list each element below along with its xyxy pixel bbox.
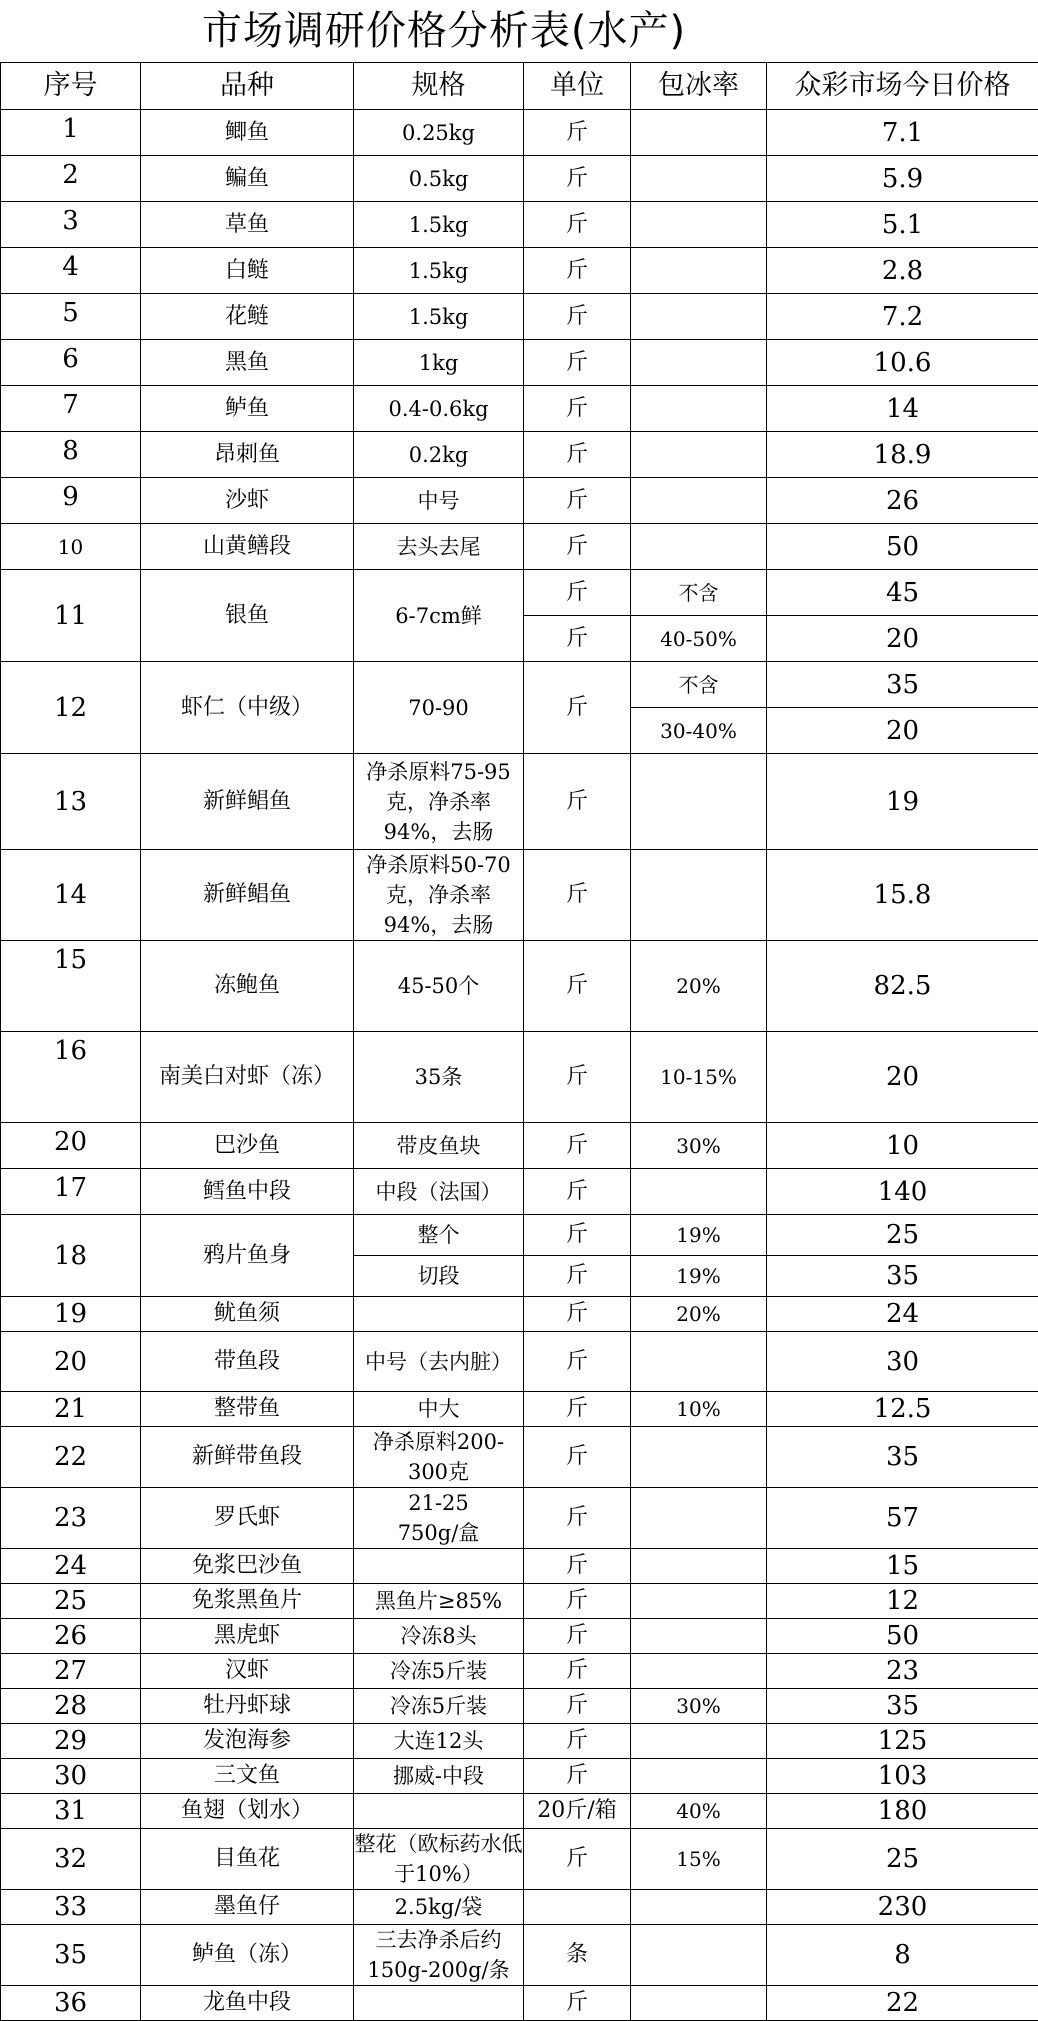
cell-spec[interactable]: 45-50个	[354, 941, 524, 1032]
cell-price[interactable]: 35	[767, 1256, 1038, 1297]
cell-spec[interactable]: 整花（欧标药水低于10%）	[354, 1829, 524, 1890]
table-row	[1, 754, 1038, 850]
cell-index[interactable]: 12	[1, 662, 141, 754]
cell-name[interactable]: 花鲢	[141, 294, 354, 340]
cell-unit[interactable]: 斤	[524, 248, 631, 294]
cell-name[interactable]: 昂刺鱼	[141, 432, 354, 478]
cell-name[interactable]: 白鲢	[141, 248, 354, 294]
cell-name[interactable]: 免浆黑鱼片	[141, 1584, 354, 1619]
cell-spec[interactable]	[354, 1297, 524, 1332]
cell-ice[interactable]: 15%	[631, 1829, 767, 1890]
cell-ice[interactable]	[631, 1332, 767, 1392]
table-row	[1, 1986, 1038, 2021]
cell-price[interactable]: 18.9	[767, 432, 1038, 478]
table-row	[1, 1619, 1038, 1654]
cell-price[interactable]: 15.8	[767, 850, 1038, 941]
cell-index[interactable]: 4	[1, 248, 141, 294]
cell-unit[interactable]	[524, 1890, 631, 1925]
cell-unit[interactable]: 斤	[524, 616, 631, 662]
cell-name[interactable]: 新鲜鲳鱼	[141, 850, 354, 941]
cell-ice[interactable]	[631, 340, 767, 386]
cell-spec[interactable]: 1kg	[354, 340, 524, 386]
cell-ice[interactable]	[631, 1986, 767, 2021]
cell-unit[interactable]: 斤	[524, 1123, 631, 1169]
table-row	[1, 1654, 1038, 1689]
cell-ice[interactable]	[631, 1619, 767, 1654]
cell-index[interactable]: 21	[1, 1392, 141, 1427]
cell-unit[interactable]: 斤	[524, 1392, 631, 1427]
table-row	[1, 478, 1038, 524]
cell-spec[interactable]	[354, 1488, 524, 1549]
cell-unit[interactable]: 斤	[524, 754, 631, 850]
cell-index[interactable]: 18	[1, 1215, 141, 1297]
cell-ice[interactable]	[631, 202, 767, 248]
cell-spec[interactable]: 1.5kg	[354, 202, 524, 248]
cell-price[interactable]: 19	[767, 754, 1038, 850]
cell-ice[interactable]	[631, 386, 767, 432]
cell-unit[interactable]: 斤	[524, 850, 631, 941]
cell-price[interactable]: 10.6	[767, 340, 1038, 386]
header-unit[interactable]: 单位	[524, 63, 631, 110]
table-row	[1, 1488, 1038, 1549]
header-row	[1, 63, 1038, 110]
cell-name[interactable]: 虾仁（中级）	[141, 662, 354, 754]
cell-index[interactable]: 3	[1, 202, 141, 248]
cell-unit[interactable]: 斤	[524, 1759, 631, 1794]
cell-name[interactable]: 整带鱼	[141, 1392, 354, 1427]
cell-spec[interactable]: 0.2kg	[354, 432, 524, 478]
cell-index[interactable]: 27	[1, 1654, 141, 1689]
cell-index[interactable]: 8	[1, 432, 141, 478]
cell-index[interactable]: 26	[1, 1619, 141, 1654]
table-row	[1, 1123, 1038, 1169]
spec-line: 21-25	[354, 1488, 523, 1518]
cell-name[interactable]: 鳕鱼中段	[141, 1169, 354, 1215]
cell-price[interactable]: 103	[767, 1759, 1038, 1794]
cell-price[interactable]: 15	[767, 1549, 1038, 1584]
cell-price[interactable]: 35	[767, 1689, 1038, 1724]
cell-ice[interactable]: 19%	[631, 1256, 767, 1297]
cell-unit[interactable]: 斤	[524, 1215, 631, 1256]
cell-price[interactable]: 22	[767, 1986, 1038, 2021]
cell-unit[interactable]: 斤	[524, 662, 631, 754]
cell-name[interactable]: 免浆巴沙鱼	[141, 1549, 354, 1584]
header-index[interactable]: 序号	[1, 63, 141, 110]
cell-index[interactable]: 20	[1, 1332, 141, 1392]
cell-price[interactable]: 35	[767, 1427, 1038, 1488]
cell-spec[interactable]: 挪威-中段	[354, 1759, 524, 1794]
header-variety[interactable]: 品种	[141, 63, 354, 110]
cell-unit[interactable]: 斤	[524, 1584, 631, 1619]
cell-unit[interactable]: 斤	[524, 386, 631, 432]
table-row	[1, 1584, 1038, 1619]
cell-unit[interactable]: 斤	[524, 1427, 631, 1488]
cell-unit[interactable]: 斤	[524, 432, 631, 478]
table-row	[1, 941, 1038, 1032]
header-ice-rate[interactable]: 包冰率	[631, 63, 767, 110]
cell-price[interactable]: 24	[767, 1297, 1038, 1332]
cell-index[interactable]: 14	[1, 850, 141, 941]
cell-index[interactable]: 28	[1, 1689, 141, 1724]
header-spec[interactable]: 规格	[354, 63, 524, 110]
cell-ice[interactable]: 40-50%	[631, 616, 767, 662]
cell-unit[interactable]: 斤	[524, 1654, 631, 1689]
cell-ice[interactable]	[631, 156, 767, 202]
cell-unit[interactable]: 斤	[524, 1724, 631, 1759]
cell-ice[interactable]: 20%	[631, 941, 767, 1032]
cell-ice[interactable]	[631, 524, 767, 570]
cell-name[interactable]: 新鲜带鱼段	[141, 1427, 354, 1488]
table-row	[1, 570, 1038, 616]
cell-spec[interactable]: 2.5kg/袋	[354, 1890, 524, 1925]
cell-price[interactable]: 35	[767, 662, 1038, 708]
cell-price[interactable]: 180	[767, 1794, 1038, 1829]
cell-index[interactable]: 10	[1, 524, 141, 570]
table-row	[1, 386, 1038, 432]
cell-spec[interactable]: 黑鱼片≥85%	[354, 1584, 524, 1619]
cell-name[interactable]: 鲈鱼（冻）	[141, 1925, 354, 1986]
cell-price[interactable]: 2.8	[767, 248, 1038, 294]
cell-spec[interactable]: 切段	[354, 1256, 524, 1297]
cell-ice[interactable]	[631, 1724, 767, 1759]
cell-ice[interactable]	[631, 1890, 767, 1925]
cell-unit[interactable]: 条	[524, 1925, 631, 1986]
cell-unit[interactable]: 斤	[524, 941, 631, 1032]
cell-spec[interactable]: 净杀原料75-95克，净杀率94%，去肠	[354, 754, 524, 850]
cell-price[interactable]: 82.5	[767, 941, 1038, 1032]
cell-index[interactable]: 11	[1, 570, 141, 662]
table-row	[1, 850, 1038, 941]
cell-name[interactable]: 黑虎虾	[141, 1619, 354, 1654]
cell-ice[interactable]	[631, 294, 767, 340]
table-row	[1, 432, 1038, 478]
cell-ice[interactable]: 19%	[631, 1215, 767, 1256]
cell-unit[interactable]: 斤	[524, 1488, 631, 1549]
cell-price[interactable]: 25	[767, 1215, 1038, 1256]
table-row	[1, 248, 1038, 294]
cell-spec[interactable]: 冷冻5斤装	[354, 1689, 524, 1724]
cell-spec[interactable]	[354, 1794, 524, 1829]
cell-index[interactable]: 30	[1, 1759, 141, 1794]
cell-ice[interactable]: 30%	[631, 1689, 767, 1724]
cell-name[interactable]: 鳊鱼	[141, 156, 354, 202]
table-row	[1, 1392, 1038, 1427]
header-price[interactable]: 众彩市场今日价格	[767, 63, 1038, 110]
cell-price[interactable]: 23	[767, 1654, 1038, 1689]
cell-name[interactable]: 鲈鱼	[141, 386, 354, 432]
cell-spec[interactable]	[354, 1549, 524, 1584]
cell-price[interactable]: 57	[767, 1488, 1038, 1549]
table-row	[1, 110, 1038, 156]
cell-spec[interactable]: 去头去尾	[354, 524, 524, 570]
cell-index[interactable]: 13	[1, 754, 141, 850]
cell-spec[interactable]: 中号	[354, 478, 524, 524]
cell-ice[interactable]	[631, 850, 767, 941]
table-row	[1, 524, 1038, 570]
cell-index[interactable]: 17	[1, 1169, 141, 1215]
cell-unit[interactable]: 斤	[524, 570, 631, 616]
cell-name[interactable]: 鲫鱼	[141, 110, 354, 156]
table-row	[1, 1890, 1038, 1925]
cell-price[interactable]: 30	[767, 1332, 1038, 1392]
cell-ice[interactable]	[631, 754, 767, 850]
table-row	[1, 1794, 1038, 1829]
cell-unit[interactable]: 斤	[524, 1986, 631, 2021]
cell-index[interactable]: 36	[1, 1986, 141, 2021]
table-row	[1, 1549, 1038, 1584]
cell-unit[interactable]: 斤	[524, 1619, 631, 1654]
cell-price[interactable]: 12.5	[767, 1392, 1038, 1427]
table-row	[1, 1169, 1038, 1215]
cell-unit[interactable]: 斤	[524, 1829, 631, 1890]
table-row	[1, 1032, 1038, 1123]
cell-index[interactable]: 35	[1, 1925, 141, 1986]
cell-price[interactable]: 14	[767, 386, 1038, 432]
cell-price[interactable]: 50	[767, 1619, 1038, 1654]
cell-price[interactable]: 230	[767, 1890, 1038, 1925]
cell-name[interactable]: 银鱼	[141, 570, 354, 662]
cell-name[interactable]: 冻鲍鱼	[141, 941, 354, 1032]
cell-unit[interactable]: 斤	[524, 1297, 631, 1332]
cell-spec[interactable]: 三去净杀后约150g-200g/条	[354, 1925, 524, 1986]
cell-ice[interactable]	[631, 1759, 767, 1794]
cell-unit[interactable]: 20斤/箱	[524, 1794, 631, 1829]
cell-price[interactable]: 10	[767, 1123, 1038, 1169]
cell-name[interactable]: 发泡海参	[141, 1724, 354, 1759]
cell-unit[interactable]: 斤	[524, 524, 631, 570]
cell-index[interactable]: 15	[1, 941, 141, 1032]
cell-name[interactable]: 龙鱼中段	[141, 1986, 354, 2021]
cell-spec[interactable]: 冷冻5斤装	[354, 1654, 524, 1689]
cell-name[interactable]: 山黄鳝段	[141, 524, 354, 570]
table-row	[1, 1215, 1038, 1256]
cell-unit[interactable]: 斤	[524, 156, 631, 202]
cell-spec[interactable]: 35条	[354, 1032, 524, 1123]
cell-index[interactable]: 9	[1, 478, 141, 524]
cell-price[interactable]: 7.2	[767, 294, 1038, 340]
cell-ice[interactable]	[631, 432, 767, 478]
cell-ice[interactable]	[631, 478, 767, 524]
cell-price[interactable]: 8	[767, 1925, 1038, 1986]
table-row	[1, 1332, 1038, 1392]
cell-spec[interactable]: 冷冻8头	[354, 1619, 524, 1654]
table-row	[1, 1427, 1038, 1488]
cell-spec[interactable]: 中段（法国）	[354, 1169, 524, 1215]
cell-ice[interactable]: 20%	[631, 1297, 767, 1332]
cell-ice[interactable]: 不含	[631, 570, 767, 616]
cell-index[interactable]: 5	[1, 294, 141, 340]
cell-index[interactable]: 31	[1, 1794, 141, 1829]
cell-index[interactable]: 24	[1, 1549, 141, 1584]
cell-name[interactable]: 目鱼花	[141, 1829, 354, 1890]
cell-ice[interactable]	[631, 1169, 767, 1215]
cell-price[interactable]: 20	[767, 1032, 1038, 1123]
cell-index[interactable]: 29	[1, 1724, 141, 1759]
table-row	[1, 1689, 1038, 1724]
cell-unit[interactable]: 斤	[524, 478, 631, 524]
price-table	[0, 62, 1038, 2021]
cell-spec[interactable]: 0.4-0.6kg	[354, 386, 524, 432]
cell-ice[interactable]	[631, 1584, 767, 1619]
cell-unit[interactable]: 斤	[524, 1689, 631, 1724]
table-row	[1, 1829, 1038, 1890]
cell-price[interactable]: 45	[767, 570, 1038, 616]
cell-ice[interactable]: 30-40%	[631, 708, 767, 754]
cell-name[interactable]: 草鱼	[141, 202, 354, 248]
cell-spec[interactable]: 0.25kg	[354, 110, 524, 156]
cell-price[interactable]: 5.9	[767, 156, 1038, 202]
table-row	[1, 340, 1038, 386]
cell-price[interactable]: 26	[767, 478, 1038, 524]
sheet-title	[0, 0, 1038, 62]
cell-spec[interactable]: 6-7cm鲜	[354, 570, 524, 662]
cell-index[interactable]: 23	[1, 1488, 141, 1549]
table-row	[1, 1297, 1038, 1332]
cell-unit[interactable]: 斤	[524, 202, 631, 248]
table-row	[1, 202, 1038, 248]
cell-ice[interactable]	[631, 1549, 767, 1584]
cell-index[interactable]: 6	[1, 340, 141, 386]
cell-price[interactable]: 20	[767, 708, 1038, 754]
cell-unit[interactable]: 斤	[524, 1169, 631, 1215]
cell-price[interactable]: 5.1	[767, 202, 1038, 248]
cell-spec[interactable]: 中大	[354, 1392, 524, 1427]
cell-spec[interactable]: 0.5kg	[354, 156, 524, 202]
cell-name[interactable]: 带鱼段	[141, 1332, 354, 1392]
cell-ice[interactable]	[631, 1488, 767, 1549]
cell-price[interactable]: 140	[767, 1169, 1038, 1215]
cell-name[interactable]: 鱼翅（划水）	[141, 1794, 354, 1829]
cell-unit[interactable]: 斤	[524, 1256, 631, 1297]
cell-spec[interactable]: 净杀原料200-300克	[354, 1427, 524, 1488]
cell-name[interactable]: 鸦片鱼身	[141, 1215, 354, 1297]
cell-price[interactable]: 125	[767, 1724, 1038, 1759]
cell-name[interactable]: 三文鱼	[141, 1759, 354, 1794]
cell-ice[interactable]: 40%	[631, 1794, 767, 1829]
cell-name[interactable]: 巴沙鱼	[141, 1123, 354, 1169]
table-row	[1, 1925, 1038, 1986]
cell-spec[interactable]: 整个	[354, 1215, 524, 1256]
cell-unit[interactable]: 斤	[524, 1549, 631, 1584]
cell-ice[interactable]	[631, 1654, 767, 1689]
cell-unit[interactable]: 斤	[524, 1032, 631, 1123]
cell-spec[interactable]: 净杀原料50-70克，净杀率94%，去肠	[354, 850, 524, 941]
cell-spec[interactable]: 带皮鱼块	[354, 1123, 524, 1169]
cell-index[interactable]: 2	[1, 156, 141, 202]
cell-ice[interactable]: 10-15%	[631, 1032, 767, 1123]
cell-name[interactable]: 罗氏虾	[141, 1488, 354, 1549]
cell-unit[interactable]: 斤	[524, 110, 631, 156]
cell-index[interactable]: 32	[1, 1829, 141, 1890]
cell-spec[interactable]: 大连12头	[354, 1724, 524, 1759]
cell-name[interactable]: 黑鱼	[141, 340, 354, 386]
cell-price[interactable]: 50	[767, 524, 1038, 570]
cell-name[interactable]: 南美白对虾（冻）	[141, 1032, 354, 1123]
cell-ice[interactable]	[631, 248, 767, 294]
cell-index[interactable]: 7	[1, 386, 141, 432]
cell-name[interactable]: 汉虾	[141, 1654, 354, 1689]
table-row	[1, 294, 1038, 340]
cell-name[interactable]: 新鲜鲳鱼	[141, 754, 354, 850]
table-row	[1, 156, 1038, 202]
cell-ice[interactable]	[631, 1427, 767, 1488]
cell-unit[interactable]: 斤	[524, 1332, 631, 1392]
sheet-title-text: 市场调研价格分析表(水产)	[202, 8, 686, 54]
cell-price[interactable]: 12	[767, 1584, 1038, 1619]
cell-name[interactable]: 牡丹虾球	[141, 1689, 354, 1724]
table-row	[1, 662, 1038, 708]
cell-ice[interactable]	[631, 110, 767, 156]
cell-index[interactable]: 33	[1, 1890, 141, 1925]
spec-line: 750g/盒	[354, 1518, 523, 1548]
cell-ice[interactable]: 30%	[631, 1123, 767, 1169]
cell-index[interactable]: 22	[1, 1427, 141, 1488]
cell-ice[interactable]: 10%	[631, 1392, 767, 1427]
cell-name[interactable]: 墨鱼仔	[141, 1890, 354, 1925]
cell-price[interactable]: 20	[767, 616, 1038, 662]
cell-spec[interactable]: 1.5kg	[354, 294, 524, 340]
cell-spec[interactable]	[354, 1986, 524, 2021]
cell-name[interactable]: 鱿鱼须	[141, 1297, 354, 1332]
cell-index[interactable]: 16	[1, 1032, 141, 1123]
table-row	[1, 1724, 1038, 1759]
cell-index[interactable]: 20	[1, 1123, 141, 1169]
cell-ice[interactable]: 不含	[631, 662, 767, 708]
cell-unit[interactable]: 斤	[524, 294, 631, 340]
cell-index[interactable]: 19	[1, 1297, 141, 1332]
cell-unit[interactable]: 斤	[524, 340, 631, 386]
cell-index[interactable]: 25	[1, 1584, 141, 1619]
cell-ice[interactable]	[631, 1925, 767, 1986]
cell-price[interactable]: 25	[767, 1829, 1038, 1890]
cell-spec[interactable]: 1.5kg	[354, 248, 524, 294]
cell-name[interactable]: 沙虾	[141, 478, 354, 524]
cell-spec[interactable]: 70-90	[354, 662, 524, 754]
cell-index[interactable]: 1	[1, 110, 141, 156]
table-row	[1, 1759, 1038, 1794]
cell-spec[interactable]: 中号（去内脏）	[354, 1332, 524, 1392]
cell-price[interactable]: 7.1	[767, 110, 1038, 156]
